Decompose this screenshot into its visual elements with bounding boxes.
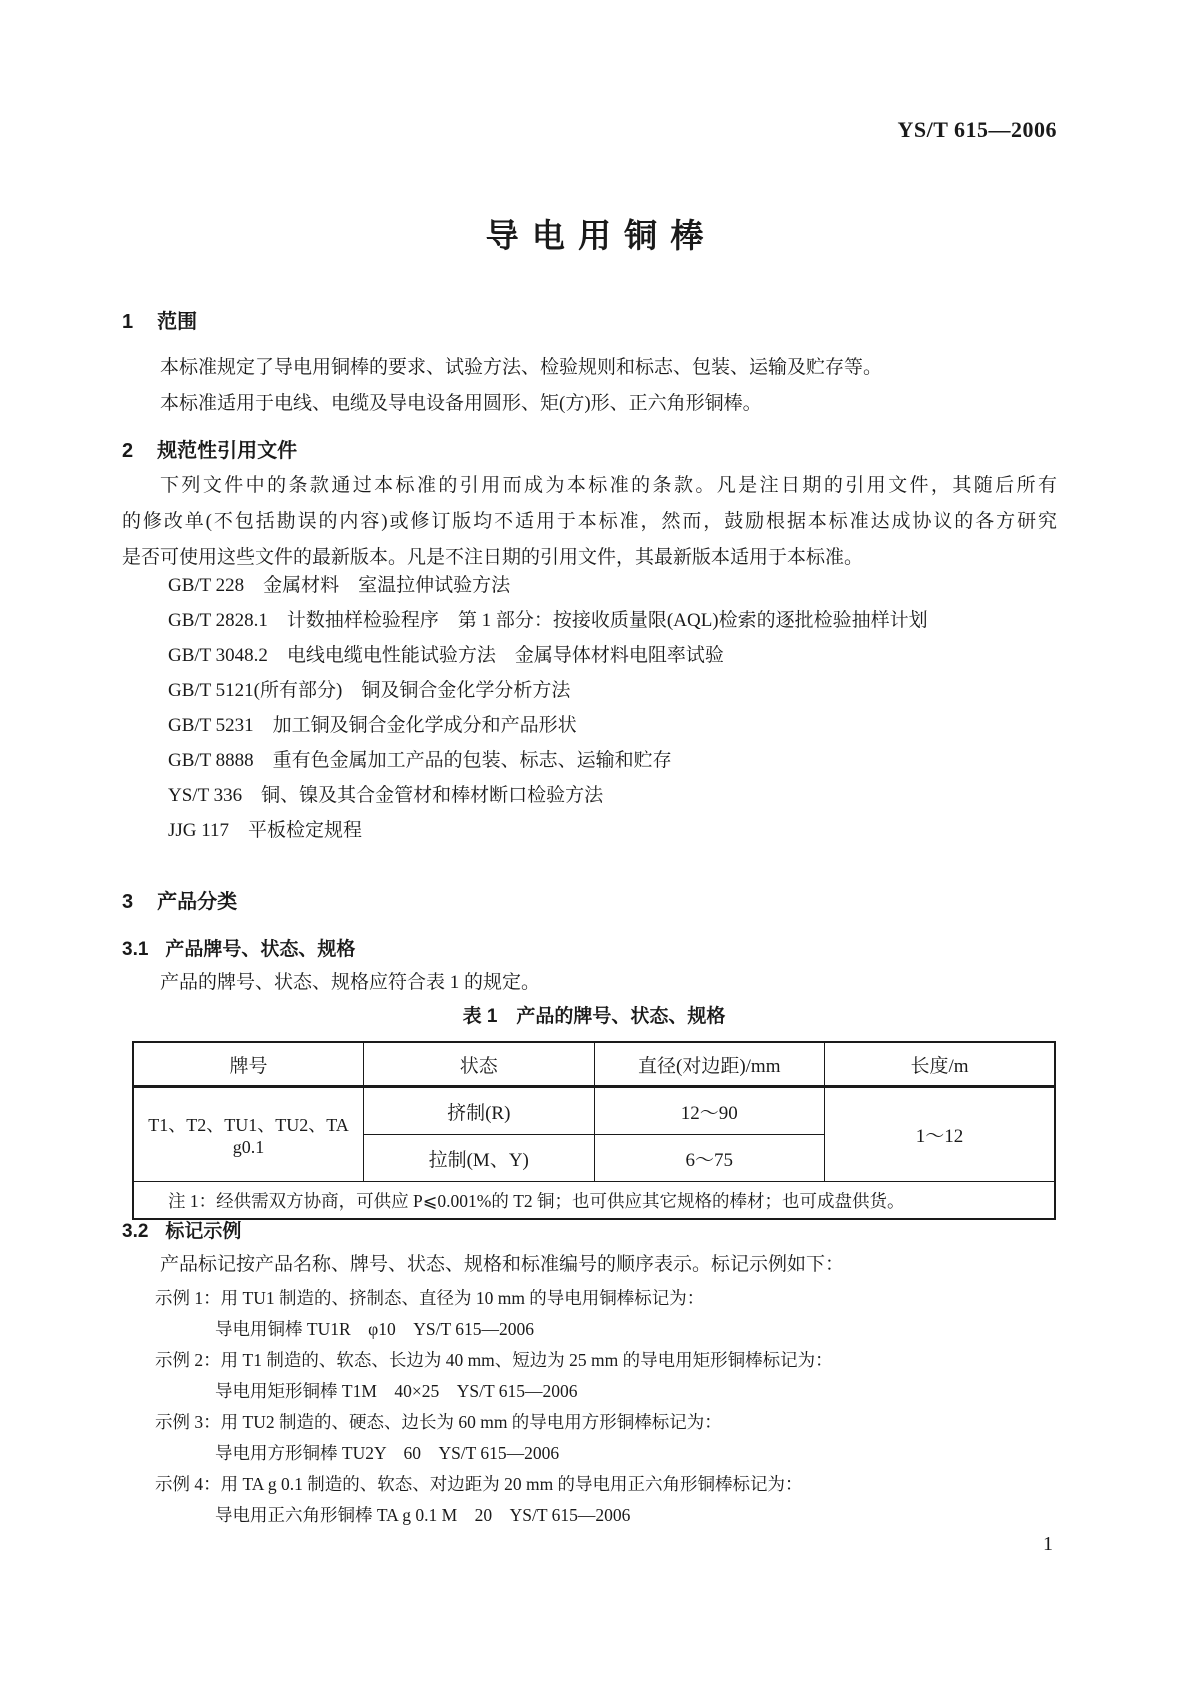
- section-3-2-heading: [122, 1218, 1062, 1245]
- example-mark: 导电用正六角形铜棒 TA g 0.1 M 20 YS/T 615—2006: [215, 1505, 631, 1525]
- product-spec-table: [132, 1041, 1056, 1220]
- section-1-number: 1: [122, 311, 134, 333]
- example-mark: 导电用方形铜棒 TU2Y 60 YS/T 615—2006: [215, 1443, 560, 1463]
- cell-length: 1～12: [825, 1087, 1056, 1182]
- page-number: 1: [1043, 1533, 1053, 1555]
- table-1: [132, 1041, 1056, 1220]
- example-mark: 导电用矩形铜棒 T1M 40×25 YS/T 615—2006: [215, 1381, 578, 1401]
- header-length: 长度/m: [825, 1042, 1056, 1087]
- reference-item: GB/T 3048.2 电线电缆电性能试验方法 金属导体材料电阻率试验: [168, 645, 724, 666]
- cell-state-drawn: 拉制(M、Y): [364, 1135, 595, 1182]
- cell-grade: T1、T2、TU1、TU2、TA g0.1: [133, 1087, 364, 1182]
- section-3-1-title: 产品牌号、状态、规格: [165, 939, 356, 960]
- cell-diameter-extruded: 12～90: [594, 1087, 825, 1135]
- header-diameter: 直径(对边距)/mm: [594, 1042, 825, 1087]
- standard-code: YS/T 615—2006: [897, 117, 1057, 142]
- reference-item: YS/T 336 铜、镍及其合金管材和棒材断口检验方法: [168, 785, 604, 806]
- section-3-1-heading: [122, 936, 1062, 963]
- reference-list: [168, 568, 1068, 848]
- example-label: 示例 1：用 TU1 制造的、挤制态、直径为 10 mm 的导电用铜棒标记为：: [155, 1288, 705, 1308]
- header-grade: 牌号: [133, 1042, 364, 1087]
- cell-diameter-drawn: 6～75: [594, 1135, 825, 1182]
- reference-item: GB/T 8888 重有色金属加工产品的包装、标志、运输和贮存: [168, 750, 672, 771]
- paragraph-line: 下列文件中的条款通过本标准的引用而成为本标准的条款。凡是注日期的引用文件，其随后所有: [160, 475, 1057, 496]
- table-row: [133, 1087, 1055, 1135]
- paragraph-line: 是否可使用这些文件的最新版本。凡是不注日期的引用文件，其最新版本适用于本标准。: [122, 547, 864, 568]
- section-2-heading: [122, 437, 1062, 465]
- section-1-heading: [122, 308, 1062, 336]
- section-3-2-number: 3.2: [122, 1221, 149, 1242]
- normative-references-paragraph: [122, 468, 1057, 576]
- section-3-number: 3: [122, 891, 134, 913]
- reference-item: GB/T 5231 加工铜及铜合金化学成分和产品形状: [168, 715, 577, 736]
- reference-item: GB/T 2828.1 计数抽样检验程序 第 1 部分：按接收质量限(AQL)检索的逐批检验抽样计划: [168, 610, 928, 631]
- example-label: 示例 2：用 T1 制造的、软态、长边为 40 mm、短边为 25 mm 的导电用矩形铜棒标记为：: [155, 1350, 833, 1370]
- marking-paragraph: 产品标记按产品名称、牌号、状态、规格和标准编号的顺序表示。标记示例如下：: [160, 1254, 845, 1275]
- section-2-number: 2: [122, 440, 134, 462]
- marking-examples: [155, 1283, 1065, 1531]
- section-2-title: 规范性引用文件: [157, 440, 298, 462]
- reference-item: GB/T 228 金属材料 室温拉伸试验方法: [168, 575, 511, 596]
- section-3-2-title: 标记示例: [165, 1221, 242, 1242]
- reference-item: JJG 117 平板检定规程: [168, 820, 363, 841]
- example-label: 示例 3：用 TU2 制造的、硬态、边长为 60 mm 的导电用方形铜棒标记为：: [155, 1412, 722, 1432]
- example-mark: 导电用铜棒 TU1R φ10 YS/T 615—2006: [215, 1319, 534, 1339]
- section-1-title: 范围: [157, 311, 198, 333]
- cell-state-extruded: 挤制(R): [364, 1087, 595, 1135]
- scope-paragraph-1: 本标准规定了导电用铜棒的要求、试验方法、检验规则和标志、包装、运输及贮存等。: [160, 357, 883, 378]
- section-3-title: 产品分类: [157, 891, 238, 913]
- table-note-row: [133, 1182, 1055, 1220]
- table-note: 注 1：经供需双方协商，可供应 P⩽0.001%的 T2 铜；也可供应其它规格的棒材；也可成盘供货。: [133, 1182, 1055, 1220]
- header-state: 状态: [364, 1042, 595, 1087]
- paragraph-line: 的修改单(不包括勘误的内容)或修订版均不适用于本标准，然而，鼓励根据本标准达成协议的各方研究: [122, 511, 1057, 532]
- section-3-1-number: 3.1: [122, 939, 149, 960]
- section-3-heading: [122, 888, 1062, 916]
- reference-item: GB/T 5121(所有部分) 铜及铜合金化学分析方法: [168, 680, 571, 701]
- table-1-caption: 表 1 产品的牌号、状态、规格: [462, 1006, 726, 1027]
- classification-paragraph: 产品的牌号、状态、规格应符合表 1 的规定。: [160, 972, 541, 993]
- table-header-row: [133, 1042, 1055, 1087]
- example-label: 示例 4：用 TA g 0.1 制造的、软态、对边距为 20 mm 的导电用正六角形铜棒标记为：: [155, 1474, 803, 1494]
- document-title: 导 电 用 铜 棒: [485, 217, 706, 254]
- scope-paragraph-2: 本标准适用于电线、电缆及导电设备用圆形、矩(方)形、正六角形铜棒。: [160, 393, 762, 414]
